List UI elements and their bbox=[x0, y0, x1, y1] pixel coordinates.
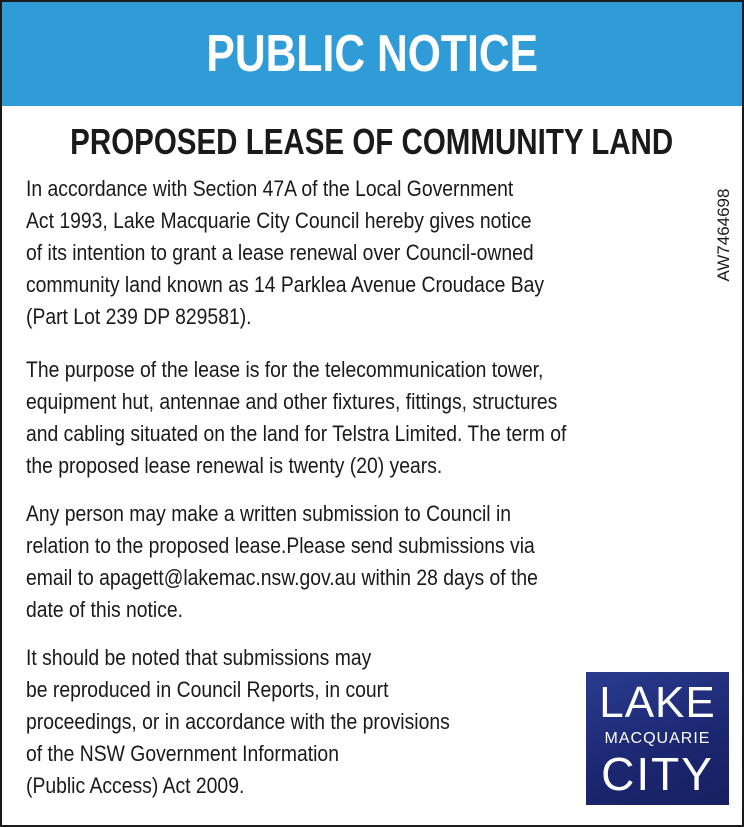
paragraph-line: equipment hut, antennae and other fixtures, fittings, structures bbox=[26, 389, 558, 414]
paragraph-line: proceedings, or in accordance with the provisions bbox=[26, 709, 450, 734]
logo-line-city: CITY bbox=[601, 748, 714, 800]
paragraph-line: of its intention to grant a lease renewal over Council-owned bbox=[26, 240, 534, 265]
paragraph-line: In accordance with Section 47A of the Local Government bbox=[26, 176, 514, 201]
paragraph-line: (Public Access) Act 2009. bbox=[26, 773, 245, 798]
paragraph-line: Any person may make a written submission to Council in bbox=[26, 501, 512, 526]
paragraph-disclosure bbox=[26, 642, 586, 802]
paragraph-line: the proposed lease renewal is twenty (20) years. bbox=[26, 453, 443, 478]
paragraph-line: of the NSW Government Information bbox=[26, 741, 339, 766]
paragraph-line: It should be noted that submissions may bbox=[26, 645, 372, 670]
paragraph-submissions bbox=[26, 498, 716, 626]
lake-macquarie-city-logo bbox=[586, 672, 729, 805]
banner-title: PUBLIC NOTICE bbox=[206, 25, 538, 83]
logo-line-macquarie: MACQUARIE bbox=[604, 730, 711, 747]
paragraph-line: Act 1993, Lake Macquarie City Council hereby gives notice bbox=[26, 208, 532, 233]
paragraph-purpose bbox=[26, 354, 716, 482]
headline bbox=[2, 116, 742, 168]
paragraph-line: date of this notice. bbox=[26, 597, 184, 622]
paragraph-line: email to apagett@lakemac.nsw.gov.au within 28 days of the bbox=[26, 565, 538, 590]
paragraph-line: and cabling situated on the land for Telstra Limited. The term of bbox=[26, 421, 567, 446]
notice-banner bbox=[2, 2, 742, 106]
headline-text: PROPOSED LEASE OF COMMUNITY LAND bbox=[70, 121, 674, 162]
paragraph-line: relation to the proposed lease.Please send submissions via bbox=[26, 533, 535, 558]
paragraph-line: be reproduced in Council Reports, in court bbox=[26, 677, 389, 702]
paragraph-line: (Part Lot 239 DP 829581). bbox=[26, 304, 252, 329]
paragraph-intent bbox=[26, 173, 686, 333]
reference-number: AW7464698 bbox=[714, 188, 733, 282]
paragraph-line: The purpose of the lease is for the telecommunication tower, bbox=[26, 357, 544, 382]
paragraph-line: community land known as 14 Parklea Avenue Croudace Bay bbox=[26, 272, 545, 297]
logo-line-lake: LAKE bbox=[599, 678, 716, 727]
